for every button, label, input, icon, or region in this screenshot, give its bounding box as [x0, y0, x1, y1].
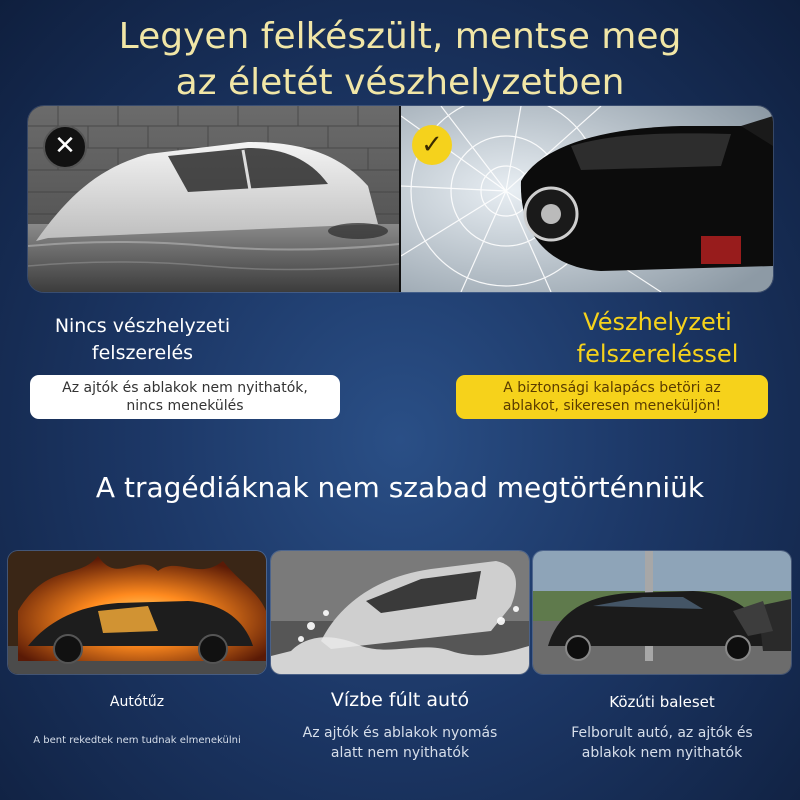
- scenario-desc-submerged-car: [271, 723, 529, 763]
- no-equipment-caption-line-1: Nincs vészhelyzeti: [54, 315, 231, 337]
- scenario-desc-submerged-car-line-2: alatt nem nyithatók: [330, 745, 470, 761]
- scenario-desc-submerged-car-line-1: Az ajtók és ablakok nyomás: [302, 725, 498, 741]
- glass-breaker-photo: [401, 106, 773, 292]
- with-equipment-caption: [540, 306, 775, 370]
- no-equipment-caption: [30, 313, 255, 367]
- road-accident-photo: [533, 551, 791, 674]
- headline: [0, 14, 800, 106]
- checkmark-icon: ✓: [412, 125, 452, 165]
- with-equipment-note-line-1: A biztonsági kalapács betöri az: [503, 380, 721, 396]
- no-equipment-caption-line-2: felszerelés: [91, 342, 194, 364]
- with-equipment-caption-line-2: felszereléssel: [576, 340, 739, 368]
- car-fire-photo: [8, 551, 266, 674]
- scenario-desc-road-accident-line-2: ablakok nem nyithatók: [581, 745, 743, 761]
- cross-icon: ✕: [43, 125, 87, 169]
- with-equipment-note-line-2: ablakot, sikeresen meneküljön!: [502, 398, 722, 414]
- with-equipment-note: [456, 375, 768, 419]
- scenario-title-road-accident: Közúti baleset: [609, 693, 715, 711]
- scenario-desc-car-fire-line-1: A bent rekedtek nem tudnak elmenekülni: [33, 735, 241, 746]
- submerged-car-photo: [271, 551, 529, 674]
- headline-line-2: az életét vészhelyzetben: [175, 62, 625, 103]
- no-equipment-note: [30, 375, 340, 419]
- flooded-car-photo: [28, 106, 399, 292]
- scenario-desc-road-accident: [533, 723, 791, 763]
- section-title: A tragédiáknak nem szabad megtörténniük: [95, 471, 705, 504]
- with-equipment-caption-line-1: Vészhelyzeti: [583, 308, 732, 336]
- scenario-title-car-fire: Autótűz: [109, 694, 165, 710]
- scenario-title-submerged-car: Vízbe fúlt autó: [330, 689, 470, 711]
- headline-line-1: Legyen felkészült, mentse meg: [118, 16, 682, 57]
- no-equipment-note-line-2: nincs menekülés: [126, 398, 244, 414]
- comparison-photo-frame: [28, 106, 773, 292]
- no-equipment-note-line-1: Az ajtók és ablakok nem nyithatók,: [62, 380, 308, 396]
- scenario-desc-car-fire: [8, 734, 266, 748]
- scenario-desc-road-accident-line-1: Felborult autó, az ajtók és: [571, 725, 753, 741]
